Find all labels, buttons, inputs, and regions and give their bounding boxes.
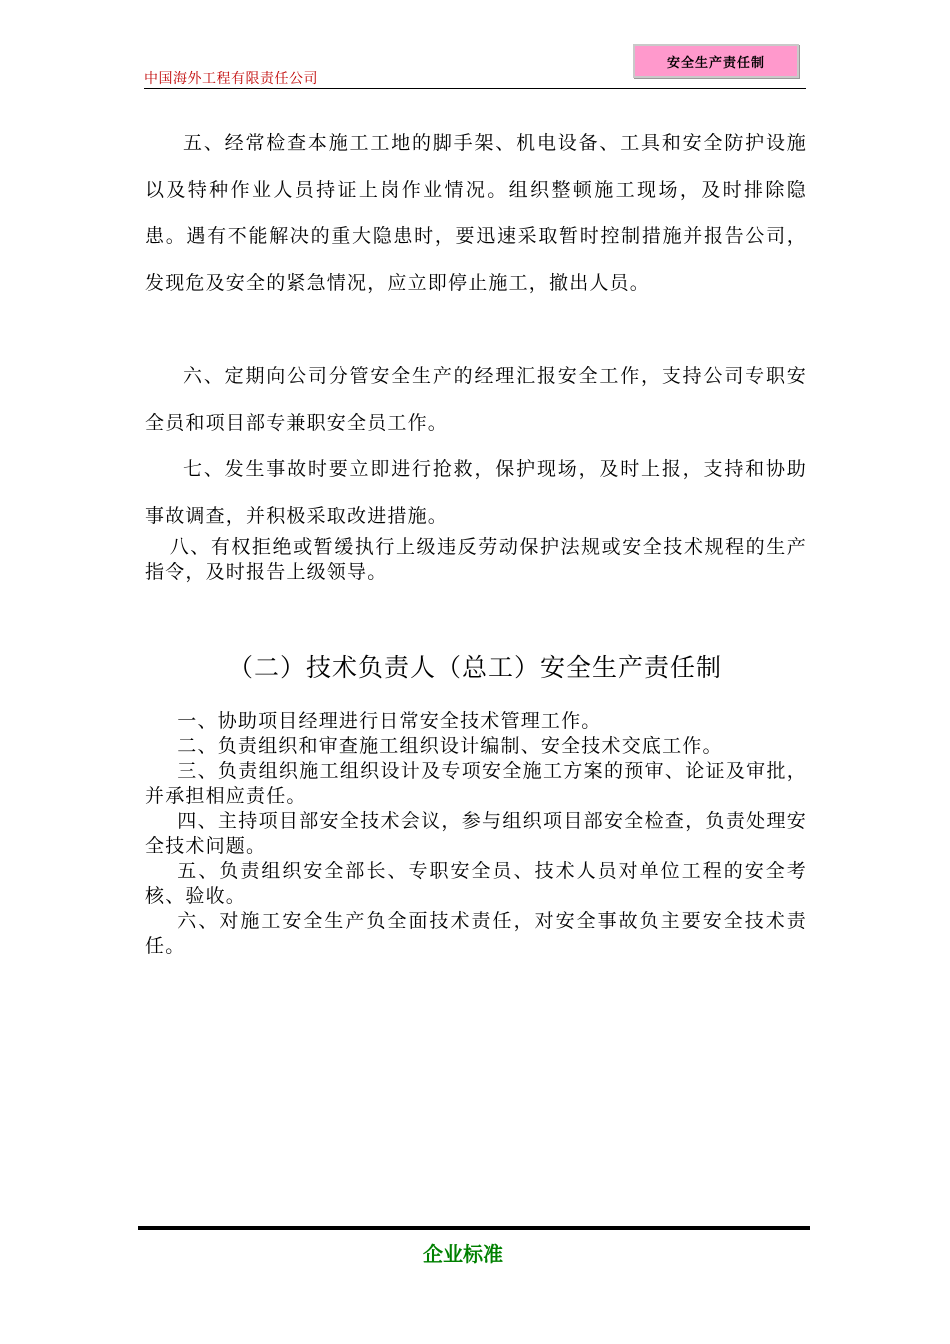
document-type-badge: 安全生产责任制: [633, 44, 799, 78]
section-item-3: 三、负责组织施工组织设计及专项安全施工方案的预审、论证及审批，并承担相应责任。: [145, 760, 807, 807]
footer-divider: [138, 1226, 810, 1230]
paragraph-5: 五、经常检查本施工工地的脚手架、机电设备、工具和安全防护设施以及特种作业人员持证上岗作业情况。组织整顿施工现场，及时排除隐患。遇有不能解决的重大隐患时，要迅速采取暂时控制措施并报告公司，发现危及安全的紧急情况，应立即停止施工，撤出人员。: [145, 132, 807, 294]
section-item-2: 二、负责组织和审查施工组织设计编制、安全技术交底工作。: [177, 735, 723, 757]
paragraph-8: 八、有权拒绝或暂缓执行上级违反劳动保护法规或安全技术规程的生产指令，及时报告上级领导。: [145, 536, 807, 583]
section-item-1: 一、协助项目经理进行日常安全技术管理工作。: [177, 710, 602, 732]
section-title: （二）技术负责人（总工）安全生产责任制: [227, 653, 722, 682]
header-divider: [144, 88, 806, 89]
section-item-4: 四、主持项目部安全技术会议，参与组织项目部安全检查，负责处理安全技术问题。: [145, 810, 807, 857]
paragraph-7: 七、发生事故时要立即进行抢救，保护现场，及时上报，支持和协助事故调查，并积极采取改进措施。: [145, 458, 807, 527]
company-name: 中国海外工程有限责任公司: [144, 71, 318, 87]
section-item-5: 五、负责组织安全部长、专职安全员、技术人员对单位工程的安全考核、验收。: [145, 860, 807, 907]
footer-label: 企业标准: [423, 1242, 503, 1266]
paragraph-6: 六、定期向公司分管安全生产的经理汇报安全工作，支持公司专职安全员和项目部专兼职安全员工作。: [145, 365, 807, 434]
section-item-6: 六、对施工安全生产负全面技术责任，对安全事故负主要安全技术责任。: [145, 910, 807, 957]
